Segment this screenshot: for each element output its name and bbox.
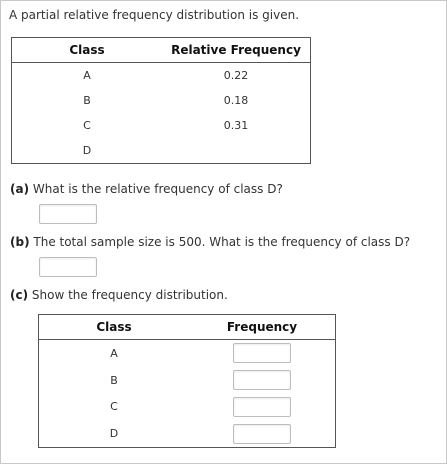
table-row	[12, 88, 311, 113]
table-row	[12, 113, 311, 138]
question-c	[10, 288, 228, 302]
frequency-input-a[interactable]	[233, 343, 291, 363]
question-a-label: (a)	[10, 182, 30, 196]
relative-frequency-table	[11, 37, 311, 164]
column-header-class: Class	[39, 315, 190, 340]
table-row	[12, 138, 311, 164]
table-row	[39, 420, 336, 447]
answer-a-input[interactable]	[39, 204, 97, 224]
class-cell: C	[83, 118, 91, 132]
table-row	[39, 367, 336, 394]
relative-frequency-cell: 0.22	[223, 69, 249, 83]
frequency-cell	[189, 340, 336, 367]
table-row	[39, 340, 336, 367]
class-cell: C	[110, 400, 118, 414]
frequency-cell	[189, 393, 336, 420]
question-a-text: What is the relative frequency of class D?	[29, 182, 283, 196]
class-cell: B	[110, 373, 118, 387]
question-b	[10, 235, 410, 249]
question-c-text: Show the frequency distribution.	[28, 288, 228, 302]
frequency-cell	[189, 367, 336, 394]
question-c-label: (c)	[10, 288, 29, 302]
question-b-text: The total sample size is 500. What is the frequency of class D?	[29, 235, 411, 249]
intro-text: A partial relative frequency distribution is given.	[9, 8, 300, 22]
frequency-input-d[interactable]	[233, 424, 291, 444]
class-cell: D	[82, 143, 92, 157]
frequency-input-c[interactable]	[233, 397, 291, 417]
column-header-class: Class	[12, 38, 163, 63]
answer-b-input[interactable]	[39, 257, 97, 277]
question-b-label: (b)	[10, 235, 30, 249]
relative-frequency-cell: 0.31	[223, 118, 249, 132]
frequency-distribution-table	[38, 314, 336, 448]
table-header-row	[12, 38, 311, 63]
column-header-frequency: Frequency	[189, 315, 336, 340]
class-cell: A	[83, 69, 91, 83]
class-cell: D	[109, 427, 119, 441]
table-row	[12, 63, 311, 89]
frequency-input-b[interactable]	[233, 370, 291, 390]
table-row	[39, 393, 336, 420]
relative-frequency-cell	[162, 138, 311, 164]
frequency-cell	[189, 420, 336, 447]
class-cell: A	[110, 346, 118, 360]
relative-frequency-cell: 0.18	[223, 94, 249, 108]
class-cell: B	[83, 94, 91, 108]
table-header-row	[39, 315, 336, 340]
question-a	[10, 182, 283, 196]
column-header-relative-frequency: Relative Frequency	[162, 38, 311, 63]
